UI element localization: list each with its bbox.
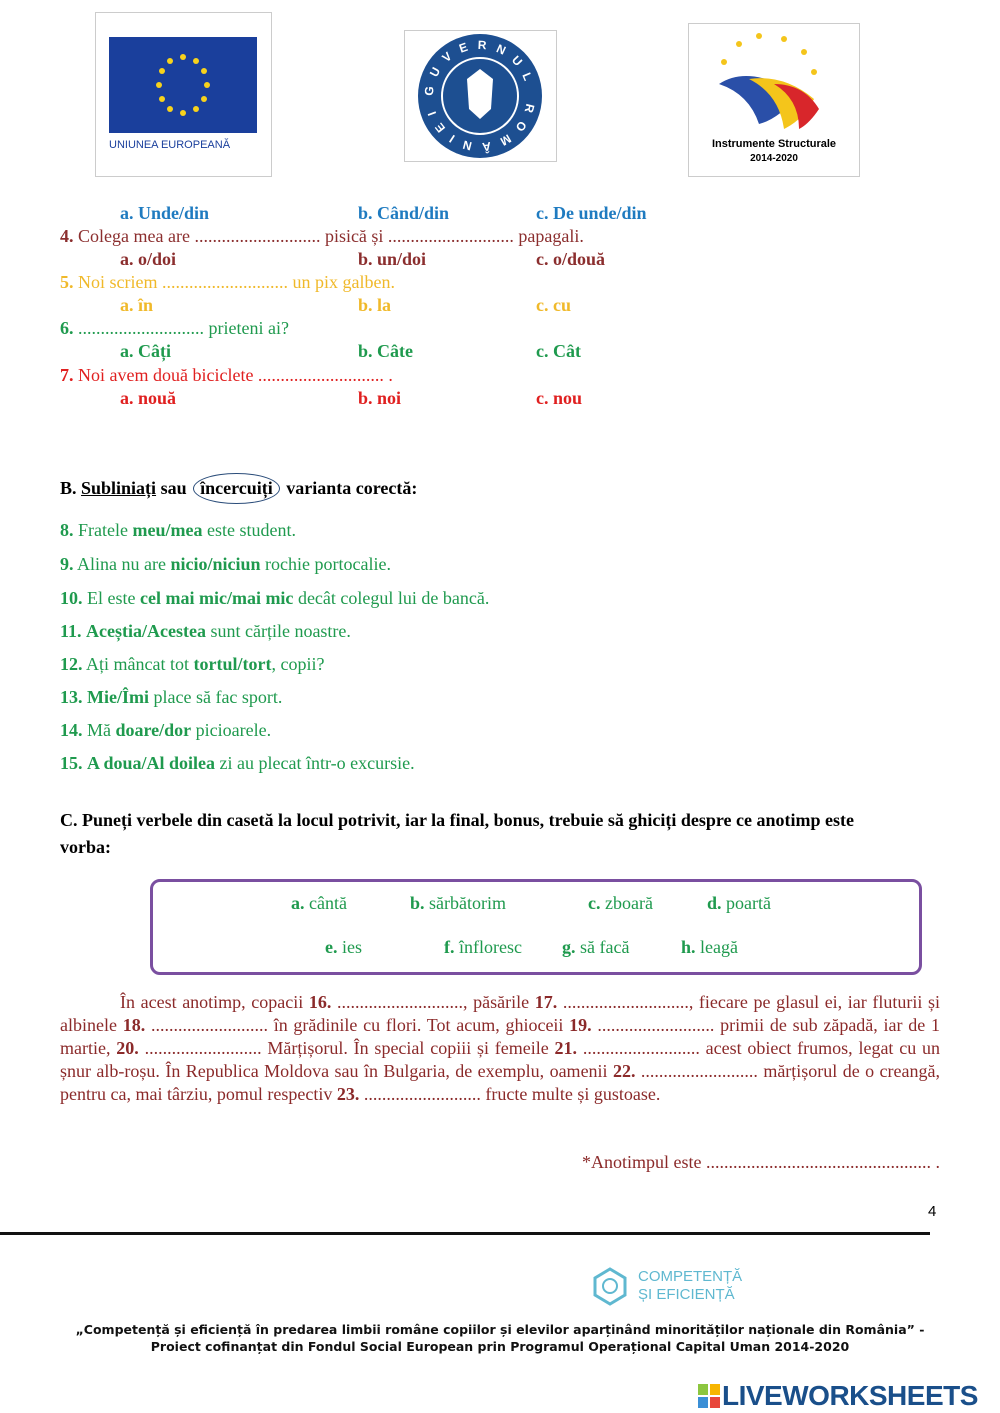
item-number: 14. xyxy=(60,720,83,740)
paragraph-text: .......................... Mărțișorul. În special copiii și femeile xyxy=(138,1038,555,1058)
choice-options[interactable]: A doua/Al doilea xyxy=(87,753,216,773)
choice-options[interactable]: meu/mea xyxy=(132,520,203,540)
choice-options[interactable]: cel mai mic/mai mic xyxy=(139,588,294,608)
item-text-after: place să fac sport. xyxy=(148,687,283,707)
item-text-before: Mă xyxy=(82,720,116,740)
verb-word: cântă xyxy=(304,893,347,913)
verb-option[interactable] xyxy=(291,893,347,914)
exercise-item xyxy=(60,520,296,541)
paragraph-text: .......................... primii de sub zăpadă, iar de 1 martie, xyxy=(60,1015,940,1058)
fill-in-paragraph xyxy=(60,991,940,1106)
blank-number: 16. xyxy=(308,992,332,1012)
liveworksheets-brand[interactable] xyxy=(698,1380,978,1412)
answer-option[interactable]: a. Câți xyxy=(120,341,171,361)
item-text-before: Ați mâncat tot xyxy=(82,654,194,674)
verb-option[interactable] xyxy=(588,893,653,914)
eu-logo-text: UNIUNEA EUROPEANĂ xyxy=(109,139,231,151)
blank-number: 19. xyxy=(569,1015,592,1035)
blank-number: 20. xyxy=(116,1038,139,1058)
competenta-logo xyxy=(592,1266,743,1311)
answer-option[interactable]: a. nouă xyxy=(120,388,177,408)
verb-box xyxy=(150,879,922,975)
answer-option[interactable]: a. Unde/din xyxy=(120,203,210,223)
exercise-item xyxy=(60,753,415,774)
item-number: 10. xyxy=(60,588,83,608)
question-line xyxy=(60,272,395,293)
item-text-after: este student. xyxy=(202,520,296,540)
eu-flag-icon xyxy=(96,13,271,176)
item-text-before: El este xyxy=(82,588,140,608)
footer-line-1: „Competență și eficiență în predarea limbii române copiilor și elevilor aparținând minorităților naționale din România” - xyxy=(75,1322,925,1337)
answer-option[interactable]: c. cu xyxy=(536,295,571,315)
verb-letter: b. xyxy=(410,893,425,913)
item-text-after: rochie portocalie. xyxy=(260,554,391,574)
question-text: Colega mea are ............................ pisică și ............................ papagali. xyxy=(73,226,584,246)
choice-options[interactable]: nicio/niciun xyxy=(170,554,261,574)
item-number: 9. xyxy=(60,554,74,574)
paragraph-text: .......................... în grădinile cu flori. Tot acum, ghioceii xyxy=(145,1015,570,1035)
verb-word: leagă xyxy=(695,937,738,957)
item-text-after: zi au plecat într-o excursie. xyxy=(215,753,415,773)
answer-option[interactable]: b. Câte xyxy=(358,341,413,361)
verb-letter: f. xyxy=(444,937,455,957)
footer-line-2: Proiect cofinanțat din Fondul Social European prin Programul Operațional Capital Uman 2014-2020 xyxy=(150,1339,850,1354)
season-answer[interactable]: *Anotimpul este .................................................. . xyxy=(582,1152,940,1172)
verb-option[interactable] xyxy=(410,893,506,914)
blank-number: 17. xyxy=(534,992,558,1012)
section-c-heading-line2: vorba: xyxy=(60,837,111,857)
verb-option[interactable] xyxy=(707,893,771,914)
verb-word: ies xyxy=(337,937,362,957)
choice-options[interactable]: tortul/tort xyxy=(193,654,272,674)
circled-word: încercuiți xyxy=(193,473,280,504)
verb-word: înfloresc xyxy=(454,937,522,957)
item-number: 11. xyxy=(60,621,82,641)
question-text: Noi avem două biciclete ............................ . xyxy=(73,365,393,385)
item-text-before: Alina nu are xyxy=(73,554,171,574)
section-letter: B. xyxy=(60,478,77,498)
question-text: ............................ prieteni ai? xyxy=(73,318,289,338)
exercise-item xyxy=(60,654,324,675)
question-number: 5. xyxy=(60,272,74,292)
choice-options[interactable]: doare/dor xyxy=(115,720,192,740)
government-seal-icon xyxy=(405,31,556,161)
exercise-item xyxy=(60,554,391,575)
choice-options[interactable]: Aceștia/Acestea xyxy=(86,621,206,641)
question-line xyxy=(60,365,393,386)
verb-letter: h. xyxy=(681,937,696,957)
section-c-heading-line1: C. Puneți verbele din casetă la locul potrivit, iar la final, bonus, trebuie să ghiciți despre ce anotimp este xyxy=(60,810,854,830)
answer-option[interactable]: a. o/doi xyxy=(120,249,177,269)
paragraph-text: ............................, păsările xyxy=(331,992,535,1012)
answer-option[interactable]: b. Când/din xyxy=(358,203,450,223)
choice-options[interactable]: Mie/Îmi xyxy=(87,687,149,707)
answer-option[interactable]: c. De unde/din xyxy=(536,203,647,223)
question-line xyxy=(60,226,584,247)
question-number: 6. xyxy=(60,318,74,338)
paragraph-text: .......................... mărțișorul de o creangă, pentru ca, mai târziu, pomul respectiv xyxy=(60,1061,941,1104)
structural-swoosh-icon xyxy=(689,24,859,134)
blank-number: 21. xyxy=(554,1038,578,1058)
or-word: sau xyxy=(160,478,187,498)
blank-number: 18. xyxy=(122,1015,146,1035)
answer-option[interactable]: a. în xyxy=(120,295,154,315)
answer-option[interactable]: b. la xyxy=(358,295,392,315)
structural-logo-title: Instrumente Structurale xyxy=(711,138,837,150)
competenta-logo-line2: ȘI EFICIENȚĂ xyxy=(638,1286,735,1303)
government-logo xyxy=(404,30,557,162)
answer-option[interactable]: c. nou xyxy=(536,388,583,408)
underline-word: Subliniați xyxy=(81,478,157,498)
liveworksheets-icon xyxy=(698,1384,720,1408)
answer-option[interactable]: c. o/două xyxy=(536,249,606,269)
section-b-heading xyxy=(60,478,417,499)
item-text-before: Fratele xyxy=(73,520,133,540)
paragraph-text: .......................... acest obiect frumos, legat cu un șnur alb-roșu. În Republica Moldova sau în Bulgaria, de exemplu, oamenii xyxy=(60,1038,941,1081)
footer-divider xyxy=(0,1232,930,1235)
item-text-after: decât colegul lui de bancă. xyxy=(293,588,490,608)
blank-number: 22. xyxy=(612,1061,636,1081)
page-number: 4 xyxy=(928,1203,937,1220)
exercise-item xyxy=(60,588,489,609)
question-number: 4. xyxy=(60,226,74,246)
verb-option[interactable] xyxy=(681,937,738,958)
competenta-hex-icon xyxy=(592,1266,628,1306)
item-number: 13. xyxy=(60,687,83,707)
paragraph-text: .......................... fructe multe și gustoase. xyxy=(359,1084,661,1104)
question-line xyxy=(60,318,289,339)
government-logo-text: GUVERNUL ROMÂNIEI xyxy=(421,37,538,155)
exercise-item xyxy=(60,621,351,642)
verb-letter: e. xyxy=(325,937,338,957)
question-text: Noi scriem ............................ un pix galben. xyxy=(73,272,395,292)
verb-option[interactable] xyxy=(562,937,629,958)
liveworksheets-text: LIVEWORKSHEETS xyxy=(722,1380,978,1411)
question-number: 7. xyxy=(60,365,74,385)
paragraph-text: ............................, fiecare pe glasul ei, iar fluturii și albinele xyxy=(60,992,941,1035)
verb-letter: d. xyxy=(707,893,722,913)
verb-option[interactable] xyxy=(444,937,522,958)
answer-option[interactable]: c. Cât xyxy=(536,341,581,361)
item-number: 8. xyxy=(60,520,74,540)
verb-letter: g. xyxy=(562,937,576,957)
verb-word: să facă xyxy=(575,937,630,957)
paragraph-text: În acest anotimp, copacii xyxy=(120,992,309,1012)
verb-word: zboară xyxy=(600,893,653,913)
item-text-after: picioarele. xyxy=(191,720,272,740)
exercise-item xyxy=(60,720,271,741)
answer-option[interactable]: b. un/doi xyxy=(358,249,427,269)
item-text-after: sunt cărțile noastre. xyxy=(205,621,351,641)
verb-option[interactable] xyxy=(325,937,362,958)
blank-number: 23. xyxy=(336,1084,360,1104)
verb-word: sărbătorim xyxy=(424,893,506,913)
item-text-after: , copii? xyxy=(271,654,325,674)
exercise-item xyxy=(60,687,282,708)
item-number: 12. xyxy=(60,654,83,674)
eu-logo xyxy=(95,12,272,177)
verb-letter: a. xyxy=(291,893,305,913)
answer-option[interactable]: b. noi xyxy=(358,388,402,408)
item-number: 15. xyxy=(60,753,83,773)
verb-word: poartă xyxy=(721,893,771,913)
verb-letter: c. xyxy=(588,893,601,913)
structural-instruments-logo xyxy=(688,23,860,177)
structural-logo-years: 2014-2020 xyxy=(750,153,798,164)
heading-rest: varianta corectă: xyxy=(286,478,418,498)
competenta-logo-line1: COMPETENȚĂ xyxy=(638,1268,743,1285)
